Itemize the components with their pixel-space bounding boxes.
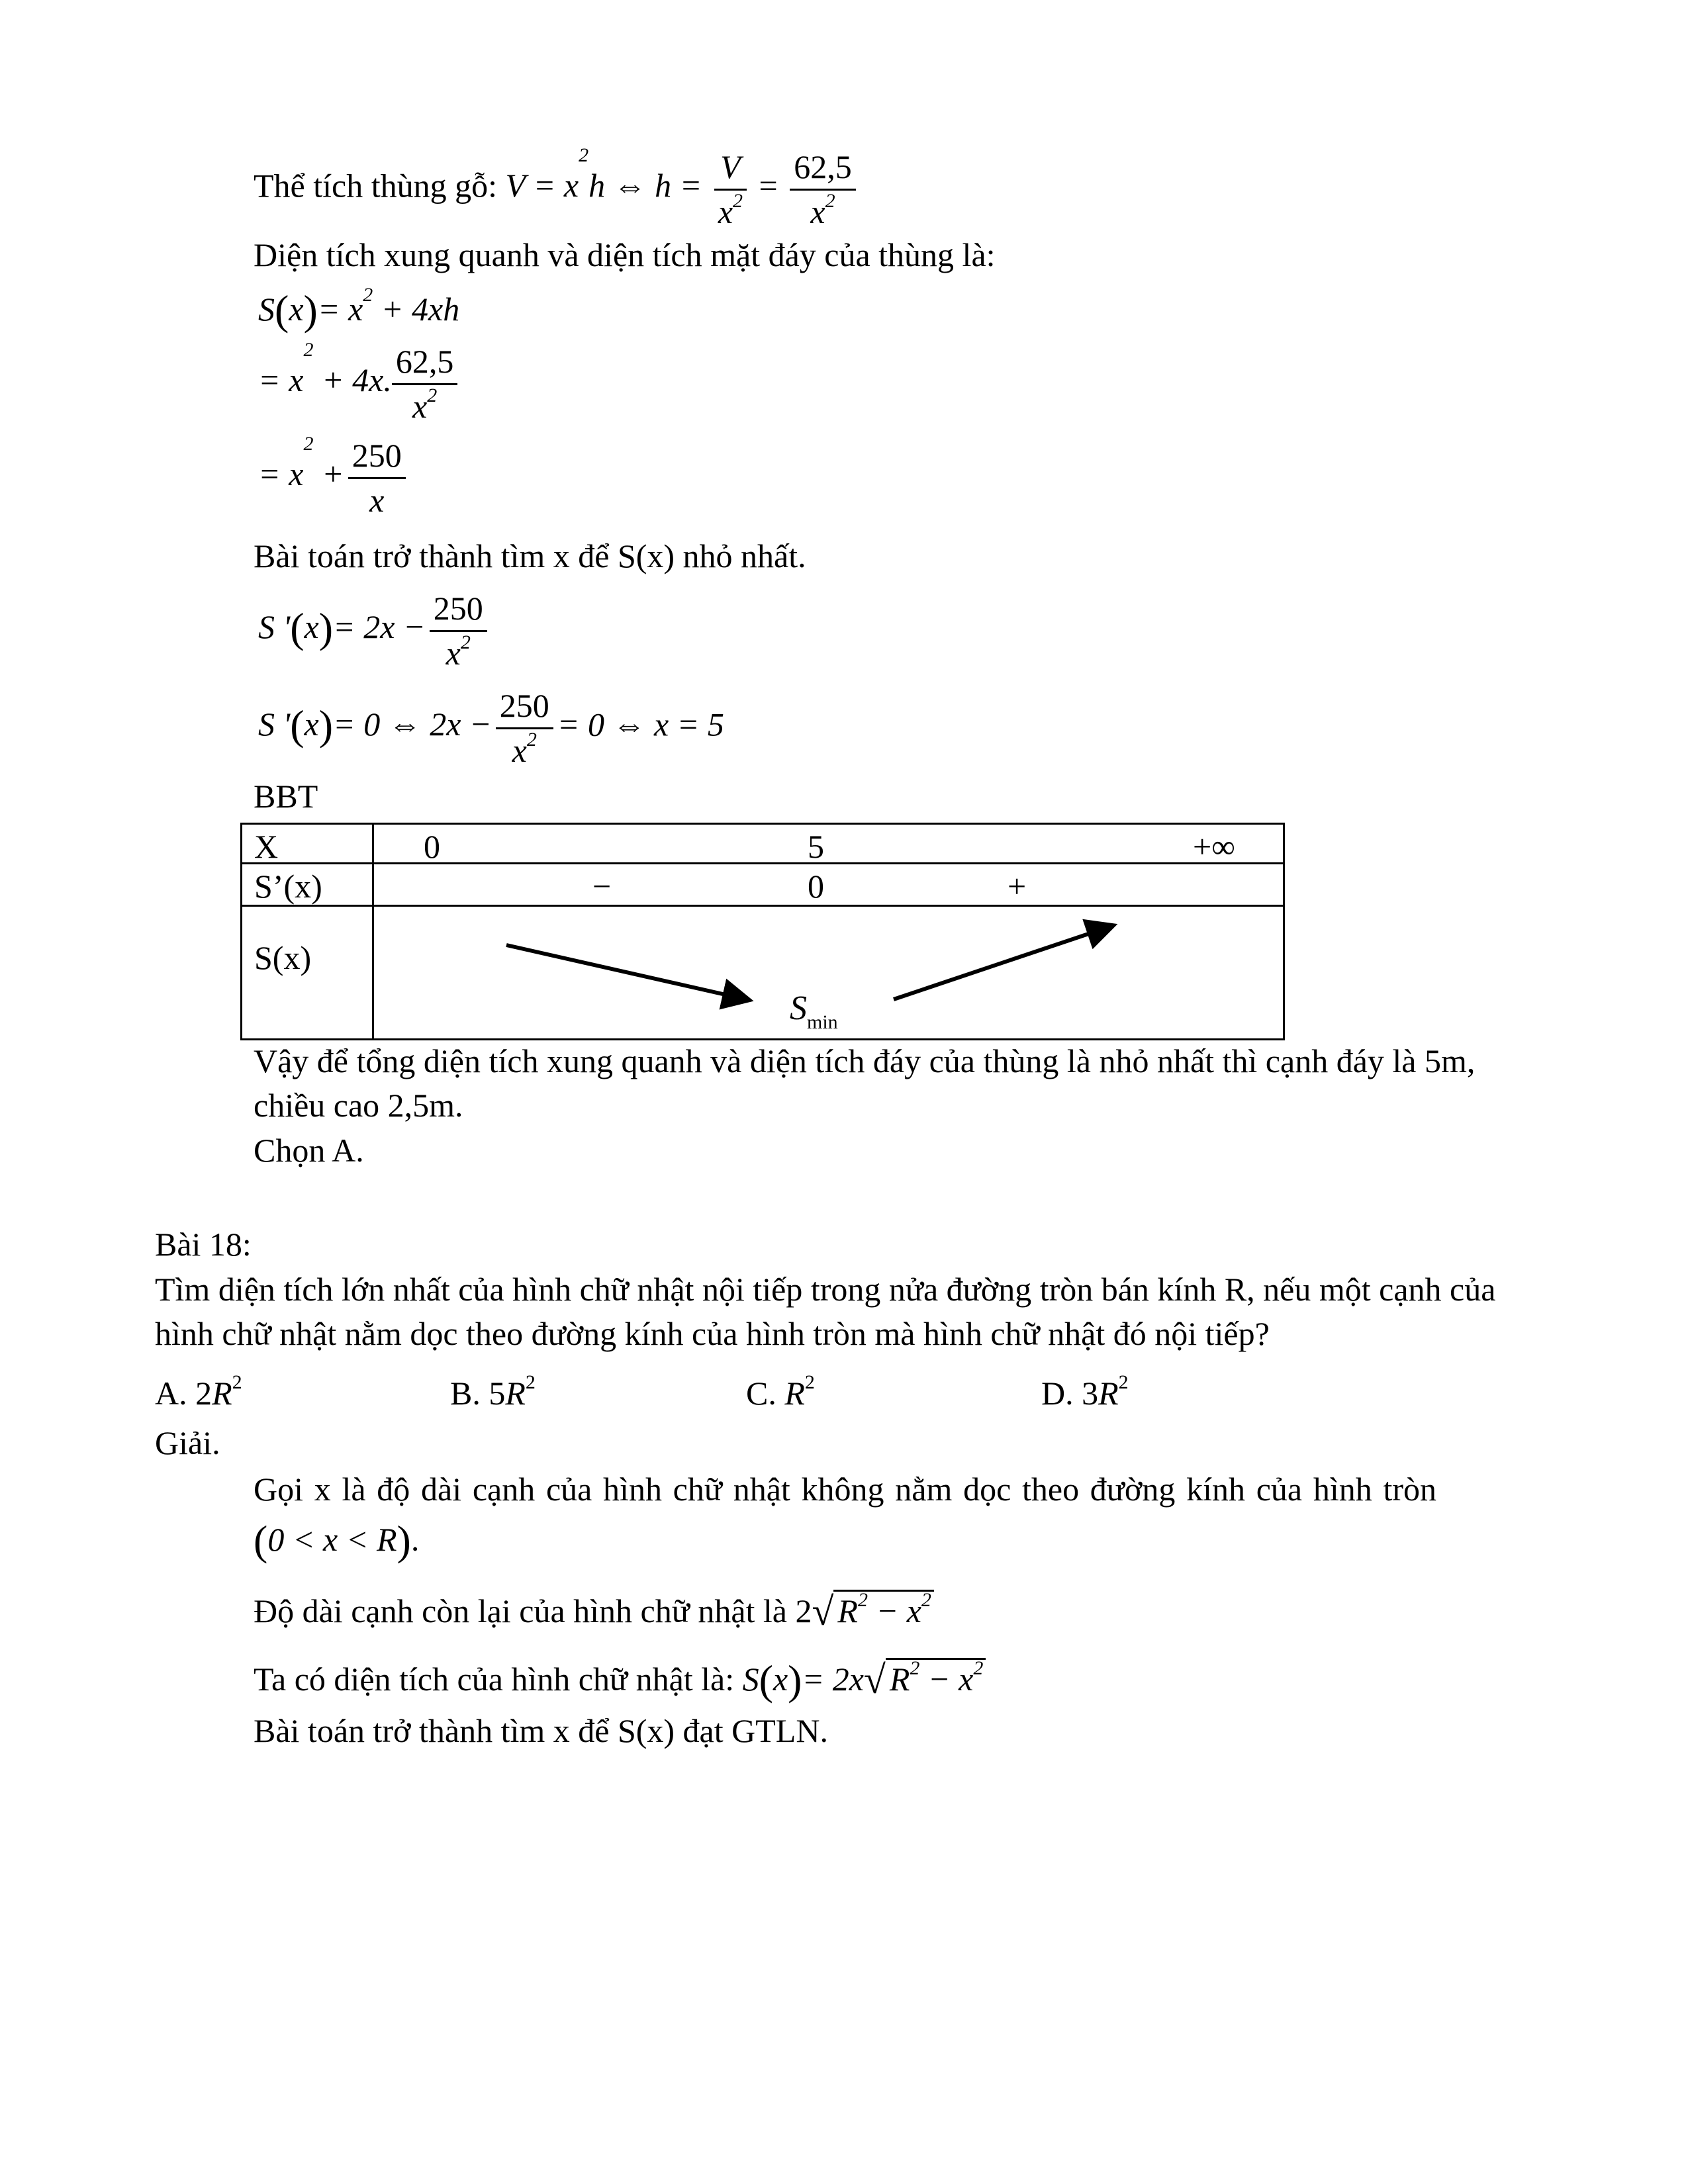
formula-line-2: = $x^2 + 4x$. $\frac{62,5}{x^2}$ (258, 344, 461, 424)
row-label-function: S(x) (254, 939, 312, 976)
solution-line-2: (0 < x < R). (254, 1517, 420, 1564)
sign-positive: + (1008, 868, 1027, 905)
s-min-label: $S_{min}$ (790, 989, 838, 1033)
problem-becomes-min: Bài toán trở thành tìm x để S(x) nhỏ nhất. (254, 537, 806, 574)
area-label: Diện tích xung quanh và diện tích mặt đáy của thùng là: (254, 236, 996, 273)
row-label-x: X (254, 828, 279, 865)
fraction-625-over-x2: $\frac{62,5}{x^2}$ (790, 150, 856, 229)
volume-formula: $V = x^2h$ ⇔ h = (505, 144, 702, 205)
solution-line-1: Gọi x là độ dài cạnh của hình chữ nhật không nằm dọc theo đường kính của hình tròn (254, 1471, 1436, 1508)
sqrt-expression-area: $R^2 - x^2$ (886, 1658, 986, 1696)
row-label-derivative: S’(x) (254, 868, 322, 905)
solution-label: Giải. (155, 1424, 220, 1461)
choice-answer: Chọn A. (254, 1132, 364, 1169)
option-b: B. $5R^2$ (450, 1371, 536, 1412)
fraction-v-over-x2: $\frac{V}{x^2}$ (714, 150, 747, 229)
problem-18-text-1: Tìm diện tích lớn nhất của hình chữ nhật nội tiếp trong nửa đường tròn bán kính R, nếu một cạnh của (155, 1271, 1496, 1308)
table-row-x (242, 824, 1284, 864)
formula-line-3: = $x^2$ + $\frac{250}{x}$ (258, 438, 410, 518)
variation-table (240, 823, 1285, 1040)
sqrt-expression: $R^2 - x^2$ (833, 1590, 933, 1627)
solution-line-5: Bài toán trở thành tìm x để S(x) đạt GTLN. (254, 1712, 828, 1749)
table-row-function (242, 906, 1284, 1040)
volume-line: Thể tích thùng gỗ: $V = x^2h$ ⇔ h = $\frac{V}{x^2}$ = $\frac{62,5}{x^2}$ (254, 150, 860, 229)
option-a: A. $2R^2$ (155, 1371, 242, 1412)
x-value-infinity: +∞ (1193, 828, 1235, 865)
derivative-formula: S '(x)= 2x − $\frac{250}{x^2}$ (258, 591, 491, 670)
problem-18-title: Bài 18: (155, 1226, 252, 1263)
derivative-zero-formula: S '(x)= 0 ⇔ 2x − $\frac{250}{x^2}$ = 0 ⇔ x = 5 (258, 687, 724, 769)
option-c: C. $R^2$ (746, 1371, 815, 1412)
sign-negative: − (592, 868, 612, 905)
conclusion-line-2: chiều cao 2,5m. (254, 1087, 463, 1124)
table-row-derivative (242, 864, 1284, 906)
conclusion-line-1: Vậy để tổng diện tích xung quanh và diện tích đáy của thùng là nhỏ nhất thì cạnh đáy là 5m, (254, 1042, 1476, 1079)
solution-line-3: Độ dài cạnh còn lại của hình chữ nhật là 2√ $R^2 - x^2$ (254, 1590, 934, 1631)
decreasing-arrow (506, 945, 746, 999)
increasing-arrow (894, 927, 1110, 999)
formula-s-of-x: $S(x)= x^2 + 4xh$ (258, 284, 460, 334)
x-value-5: 5 (808, 828, 824, 865)
x-value-0: 0 (424, 828, 440, 865)
problem-18-text-2: hình chữ nhật nằm dọc theo đường kính của hình tròn mà hình chữ nhật đó nội tiếp? (155, 1315, 1270, 1352)
derivative-zero: 0 (808, 868, 824, 905)
bbt-label: BBT (254, 778, 318, 815)
option-d: D. $3R^2$ (1041, 1371, 1129, 1412)
solution-line-4: Ta có diện tích của hình chữ nhật là: S(x)= 2x√ $R^2 - x^2$ (254, 1658, 986, 1702)
